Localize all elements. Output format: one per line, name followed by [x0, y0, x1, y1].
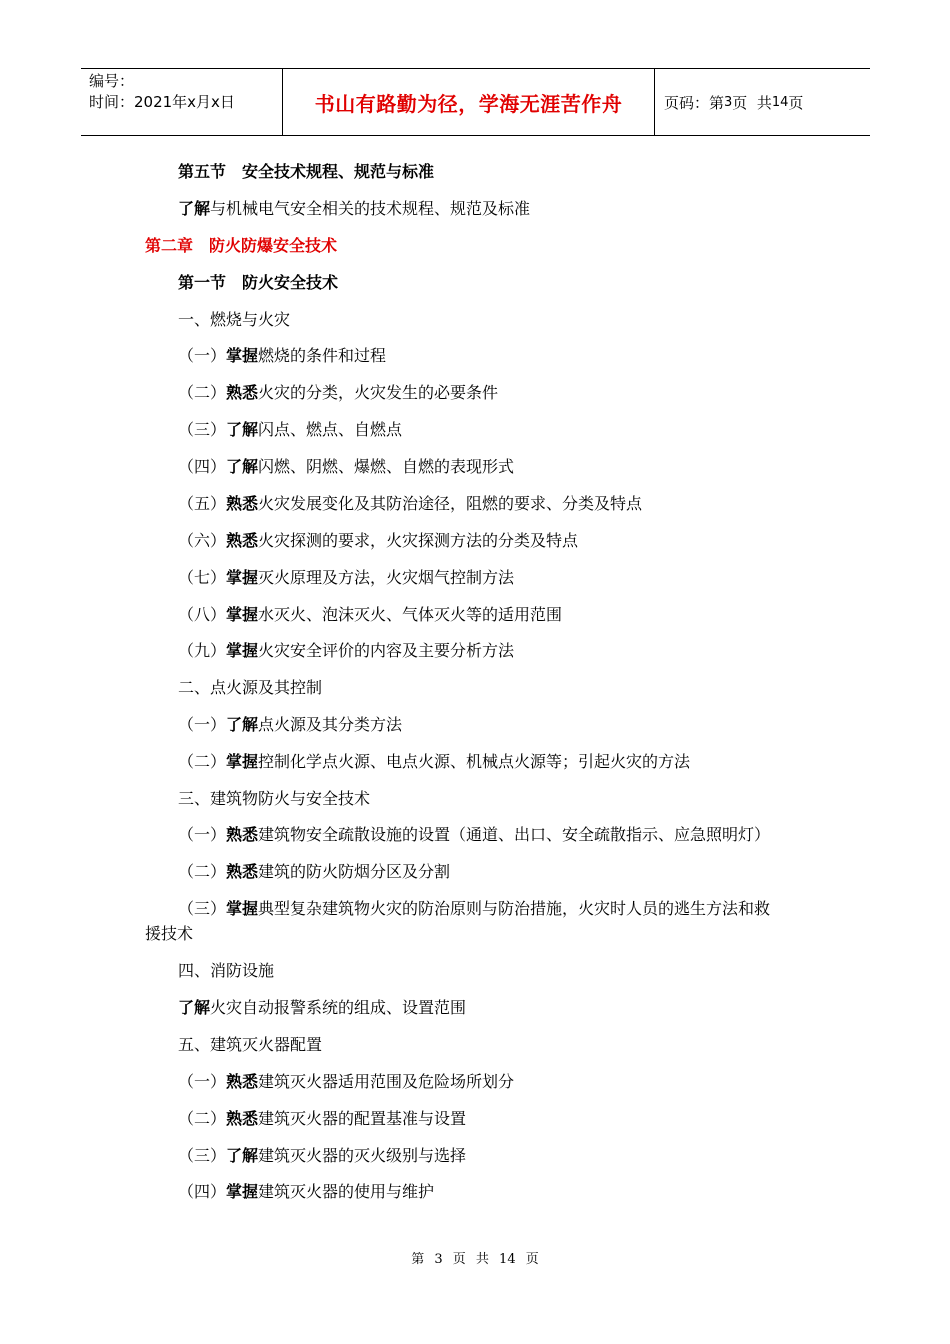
page-mid: 页 共 [732, 93, 772, 112]
line-keyword: 掌握 [226, 568, 259, 587]
line-text: 建筑物安全疏散设施的设置（通道、出口、安全疏散指示、应急照明灯） [258, 825, 771, 844]
line-prefix: （一） [178, 715, 227, 734]
text-line [178, 383, 498, 403]
text-line [178, 641, 514, 661]
page-total: 14 [771, 94, 789, 110]
line-keyword: 了解 [226, 420, 259, 439]
line-prefix: （四） [178, 457, 227, 476]
line-text: 闪点、燃点、自燃点 [258, 420, 403, 439]
text-line [178, 961, 274, 981]
text-line [178, 531, 578, 551]
text-line [178, 1182, 434, 1202]
text-line [178, 273, 338, 293]
line-text: 火灾发展变化及其防治途径，阻燃的要求、分类及特点 [258, 494, 643, 513]
line-text: 火灾安全评价的内容及主要分析方法 [258, 641, 515, 660]
text-line [178, 678, 322, 698]
text-line [178, 1146, 466, 1166]
text-line [178, 457, 514, 477]
line-keyword: 掌握 [226, 641, 259, 660]
page-footer: 第 3 页 共 14 页 [411, 1252, 539, 1267]
line-text: 灭火原理及方法，火灾烟气控制方法 [258, 568, 515, 587]
header-motto-cell [282, 69, 655, 135]
line-prefix: （六） [178, 531, 227, 550]
line-text: 火灾探测的要求，火灾探测方法的分类及特点 [258, 531, 579, 550]
line-keyword: 熟悉 [226, 383, 259, 402]
line-text: 火灾自动报警系统的组成、设置范围 [210, 998, 467, 1017]
line-keyword: 了解 [178, 199, 211, 218]
line-text: 建筑灭火器适用范围及危险场所划分 [258, 1072, 515, 1091]
line-text: 控制化学点火源、电点火源、机械点火源等；引起火灾的方法 [258, 752, 691, 771]
text-line [178, 899, 770, 919]
line-text: 一、燃烧与火灾 [178, 310, 291, 329]
line-keyword: 熟悉 [226, 825, 259, 844]
text-line [178, 715, 402, 735]
line-keyword: 掌握 [226, 605, 259, 624]
line-text: 建筑灭火器的配置基准与设置 [258, 1109, 467, 1128]
text-line [178, 1072, 514, 1092]
line-text: 四、消防设施 [178, 961, 275, 980]
line-text: 第一节 防火安全技术 [178, 273, 339, 292]
line-text: 燃烧的条件和过程 [258, 346, 387, 365]
header-page-info [655, 69, 870, 135]
text-line [178, 1035, 322, 1055]
line-keyword: 掌握 [226, 899, 259, 918]
page-prefix: 页码：第 [664, 93, 725, 112]
line-prefix: （四） [178, 1182, 227, 1201]
line-text: 五、建筑灭火器配置 [178, 1035, 323, 1054]
line-keyword: 了解 [178, 998, 211, 1017]
line-text: 建筑灭火器的使用与维护 [258, 1182, 435, 1201]
header-meta [81, 69, 282, 135]
line-text: 建筑的防火防烟分区及分割 [258, 862, 451, 881]
line-text: 闪燃、阴燃、爆燃、自燃的表现形式 [258, 457, 515, 476]
text-line [178, 1109, 466, 1129]
page-number: 3 [724, 94, 733, 110]
line-keyword: 掌握 [226, 752, 259, 771]
line-prefix: （三） [178, 1146, 227, 1165]
line-prefix: （一） [178, 1072, 227, 1091]
text-line [178, 998, 466, 1018]
line-text: 二、点火源及其控制 [178, 678, 323, 697]
header-motto: 书山有路勤为径，学海无涯苦作舟 [314, 91, 623, 116]
text-line [178, 862, 450, 882]
text-line [178, 162, 434, 182]
line-prefix: （二） [178, 1109, 227, 1128]
line-keyword: 熟悉 [226, 1109, 259, 1128]
text-line [178, 346, 386, 366]
doc-number-label: 编号： [89, 72, 135, 90]
line-text: 火灾的分类，火灾发生的必要条件 [258, 383, 499, 402]
line-text: 水灭火、泡沫灭火、气体灭火等的适用范围 [258, 605, 563, 624]
line-text: 建筑灭火器的灭火级别与选择 [258, 1146, 467, 1165]
line-keyword: 熟悉 [226, 494, 259, 513]
text-line [178, 420, 402, 440]
line-text: 第五节 安全技术规程、规范与标准 [178, 162, 435, 181]
header-table [81, 68, 870, 136]
line-text: 三、建筑物防火与安全技术 [178, 789, 371, 808]
text-line [145, 924, 193, 944]
text-line [178, 310, 290, 330]
text-line [178, 825, 770, 845]
line-keyword: 熟悉 [226, 531, 259, 550]
text-line [145, 236, 337, 256]
line-keyword: 掌握 [226, 346, 259, 365]
line-prefix: （五） [178, 494, 227, 513]
line-keyword: 掌握 [226, 1182, 259, 1201]
line-prefix: （一） [178, 346, 227, 365]
line-prefix: （二） [178, 862, 227, 881]
text-line [178, 494, 642, 514]
text-line [178, 568, 514, 588]
text-line [178, 752, 690, 772]
line-text: 与机械电气安全相关的技术规程、规范及标准 [210, 199, 531, 218]
line-keyword: 了解 [226, 715, 259, 734]
line-keyword: 熟悉 [226, 862, 259, 881]
text-line [178, 605, 562, 625]
line-text: 第二章 防火防爆安全技术 [145, 236, 338, 255]
line-prefix: （三） [178, 899, 227, 918]
line-prefix: （三） [178, 420, 227, 439]
line-keyword: 熟悉 [226, 1072, 259, 1091]
line-prefix: （二） [178, 383, 227, 402]
page-suffix: 页 [788, 93, 804, 112]
line-keyword: 了解 [226, 457, 259, 476]
text-line [178, 789, 370, 809]
line-prefix: （二） [178, 752, 227, 771]
line-keyword: 了解 [226, 1146, 259, 1165]
line-prefix: （八） [178, 605, 227, 624]
line-prefix: （七） [178, 568, 227, 587]
line-text: 点火源及其分类方法 [258, 715, 403, 734]
text-line [178, 199, 530, 219]
doc-time-label: 时间：2021年x月x日 [89, 93, 235, 111]
line-text: 援技术 [145, 924, 194, 943]
line-prefix: （九） [178, 641, 227, 660]
line-prefix: （一） [178, 825, 227, 844]
line-text: 典型复杂建筑物火灾的防治原则与防治措施，火灾时人员的逃生方法和救 [258, 899, 771, 918]
